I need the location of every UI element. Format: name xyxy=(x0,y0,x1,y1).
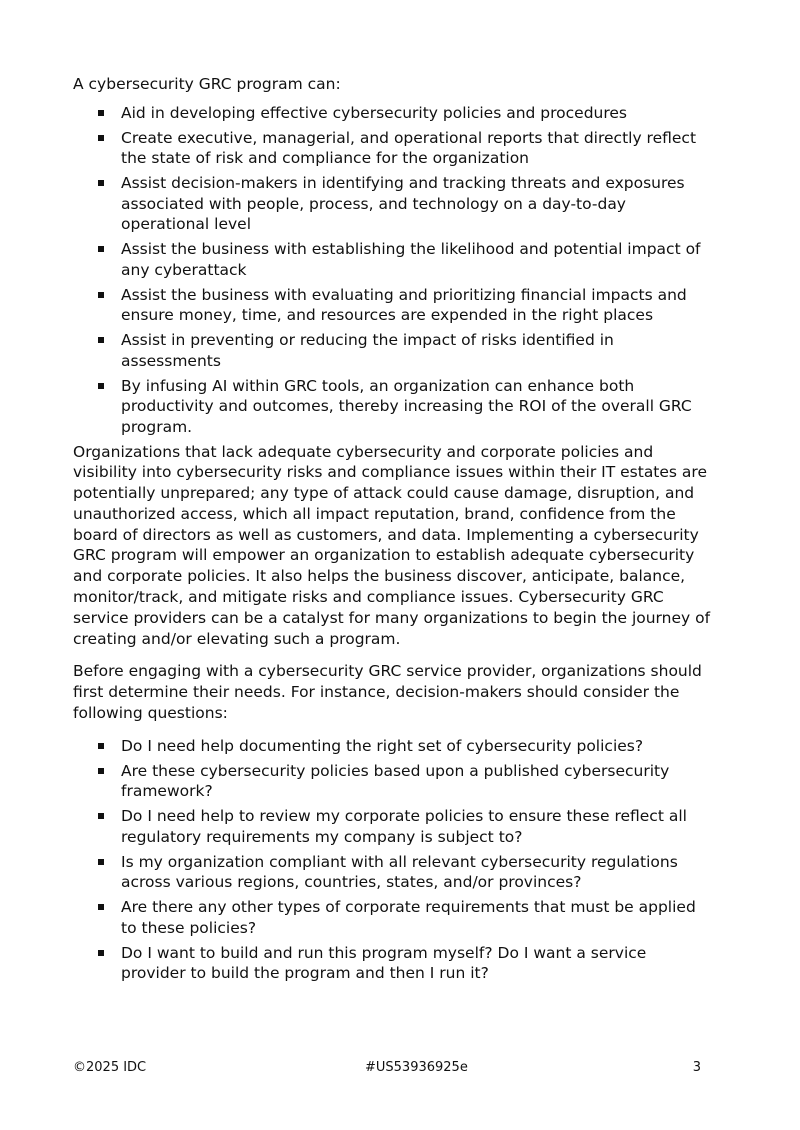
list-item: Assist the business with establishing the likelihood and potential impact of any cyberattack xyxy=(73,239,713,280)
page-footer xyxy=(73,1060,701,1080)
square-bullet-icon xyxy=(98,135,104,141)
document-id: #US53936925e xyxy=(365,1060,468,1075)
square-bullet-icon xyxy=(98,768,104,774)
questions-list xyxy=(73,736,713,984)
square-bullet-icon xyxy=(98,859,104,865)
list-item: Do I want to build and run this program myself? Do I want a service provider to build the program and then I run it? xyxy=(73,943,713,984)
list-item: Assist the business with evaluating and prioritizing financial impacts and ensure money, time, and resources are expended in the right places xyxy=(73,285,713,326)
copyright-text: ©2025 IDC xyxy=(73,1060,147,1075)
list-item: Do I need help documenting the right set of cybersecurity policies? xyxy=(73,736,713,757)
list-item: Aid in developing effective cybersecurity policies and procedures xyxy=(73,103,713,124)
list-item: Do I need help to review my corporate policies to ensure these reflect all regulatory requirements my company is subject to? xyxy=(73,806,713,847)
square-bullet-icon xyxy=(98,246,104,252)
square-bullet-icon xyxy=(98,180,104,186)
page-number: 3 xyxy=(692,1060,701,1075)
list-item: Create executive, managerial, and operational reports that directly reflect the state of risk and compliance for the organization xyxy=(73,128,713,169)
document-body xyxy=(73,74,713,988)
square-bullet-icon xyxy=(98,292,104,298)
program-benefits-list xyxy=(73,103,713,438)
square-bullet-icon xyxy=(98,743,104,749)
list-item: Are these cybersecurity policies based upon a published cybersecurity framework? xyxy=(73,761,713,802)
square-bullet-icon xyxy=(98,950,104,956)
list-item: Assist in preventing or reducing the impact of risks identified in assessments xyxy=(73,330,713,371)
list-item: Is my organization compliant with all relevant cybersecurity regulations across various regions, countries, states, and/or provinces? xyxy=(73,852,713,893)
square-bullet-icon xyxy=(98,813,104,819)
paragraph: Before engaging with a cybersecurity GRC service provider, organizations should first determine their needs. For instance, decision-makers should consider the following questions: xyxy=(73,662,702,723)
square-bullet-icon xyxy=(98,337,104,343)
square-bullet-icon xyxy=(98,110,104,116)
square-bullet-icon xyxy=(98,383,104,389)
list-item: By infusing AI within GRC tools, an organization can enhance both productivity and outcomes, thereby increasing the ROI of the overall GRC program. xyxy=(73,376,713,438)
list-item: Assist decision-makers in identifying and tracking threats and exposures associated with people, process, and technology on a day-to-day operational level xyxy=(73,173,713,235)
square-bullet-icon xyxy=(98,904,104,910)
intro-text: A cybersecurity GRC program can: xyxy=(73,75,341,93)
list-item: Are there any other types of corporate requirements that must be applied to these policies? xyxy=(73,897,713,938)
paragraph: Organizations that lack adequate cybersecurity and corporate policies and visibility into cybersecurity risks and compliance issues within their IT estates are potentially unprepared; any type of attack could cause damage, disruption, and unauthorized access, which all impact reputation, brand, confidence from the board of directors as well as customers, and data. Implementing a cybersecurity GRC program will empower an organization to establish adequate cybersecurity and corporate policies. It also helps the business discover, anticipate, balance, monitor/track, and mitigate risks and compliance issues. Cybersecurity GRC service providers can be a catalyst for many organizations to begin the journey of creating and/or elevating such a program. xyxy=(73,442,711,648)
